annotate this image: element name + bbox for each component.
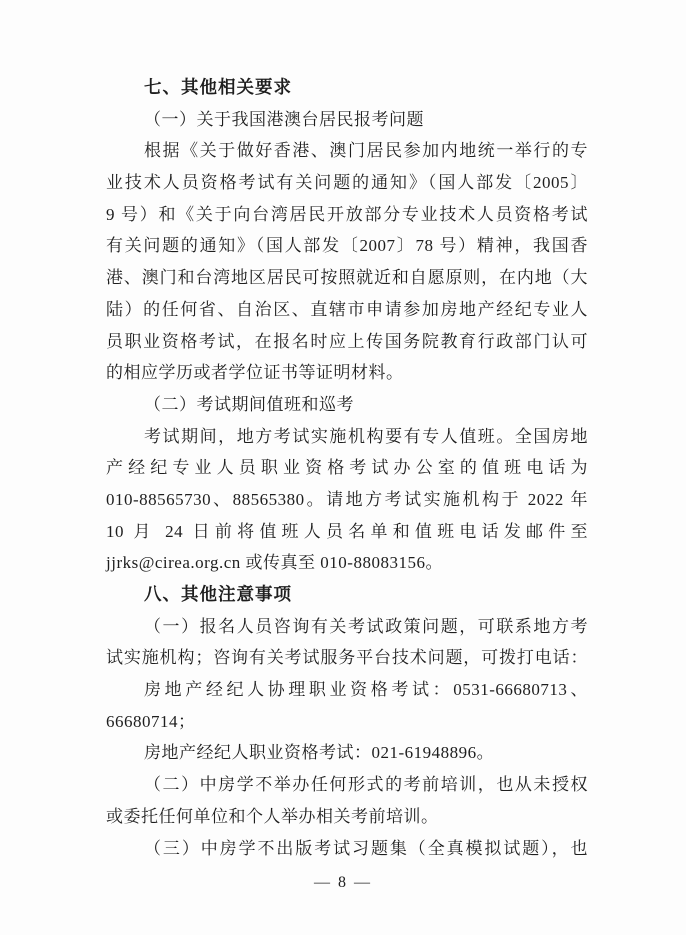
text-line: 10 月 24 日前将值班人员名单和值班电话发邮件至 — [106, 521, 588, 541]
text-line: 66680714； — [106, 711, 196, 731]
text-line: 员职业资格考试，在报名时应上传国务院教育行政部门认可 — [106, 331, 588, 351]
text-line: jjrks@cirea.org.cn 或传真至 010-88083156。 — [106, 553, 443, 573]
text-line: 业技术人员资格考试有关问题的通知》（国人部发〔2005〕 — [106, 173, 588, 193]
text-line: 或委托任何单位和个人举办相关考前培训。 — [106, 806, 439, 826]
document-body — [106, 72, 588, 864]
text-line: （一）报名人员咨询有关考试政策问题，可联系地方考 — [144, 616, 588, 636]
text-line: 房地产经纪人职业资格考试：021-61948896。 — [144, 743, 495, 763]
text-line: 考试期间，地方考试实施机构要有专人值班。全国房地 — [144, 426, 588, 446]
text-line: （三）中房学不出版考试习题集（全真模拟试题），也 — [144, 838, 588, 858]
text-line: 有关问题的通知》（国人部发〔2007〕78 号）精神，我国香 — [106, 236, 588, 256]
text-line: 的相应学历或者学位证书等证明材料。 — [106, 363, 404, 383]
text-line: 港、澳门和台湾地区居民可按照就近和自愿原则，在内地（大 — [106, 268, 588, 288]
text-line: （二）中房学不举办任何形式的考前培训，也从未授权 — [144, 775, 588, 795]
text-line: 根据《关于做好香港、澳门居民参加内地统一举行的专 — [144, 141, 588, 161]
text-line: 产经纪专业人员职业资格考试办公室的值班电话为 — [106, 458, 588, 478]
text-line: 房地产经纪人协理职业资格考试：0531-66680713、 — [144, 680, 588, 700]
text-line: 八、其他注意事项 — [144, 584, 292, 604]
text-line: 七、其他相关要求 — [144, 77, 292, 97]
page-number: — 8 — — [314, 874, 372, 891]
text-line: 陆）的任何省、自治区、直辖市申请参加房地产经纪专业人 — [106, 299, 588, 319]
text-line: （一）关于我国港澳台居民报考问题 — [144, 109, 424, 129]
text-line: 010-88565730、88565380。请地方考试实施机构于 2022 年 — [106, 489, 588, 509]
text-line: 试实施机构；咨询有关考试服务平台技术问题，可拨打电话： — [106, 648, 588, 668]
text-line: （二）考试期间值班和巡考 — [144, 394, 354, 414]
text-line: 9 号）和《关于向台湾居民开放部分专业技术人员资格考试 — [106, 204, 588, 224]
